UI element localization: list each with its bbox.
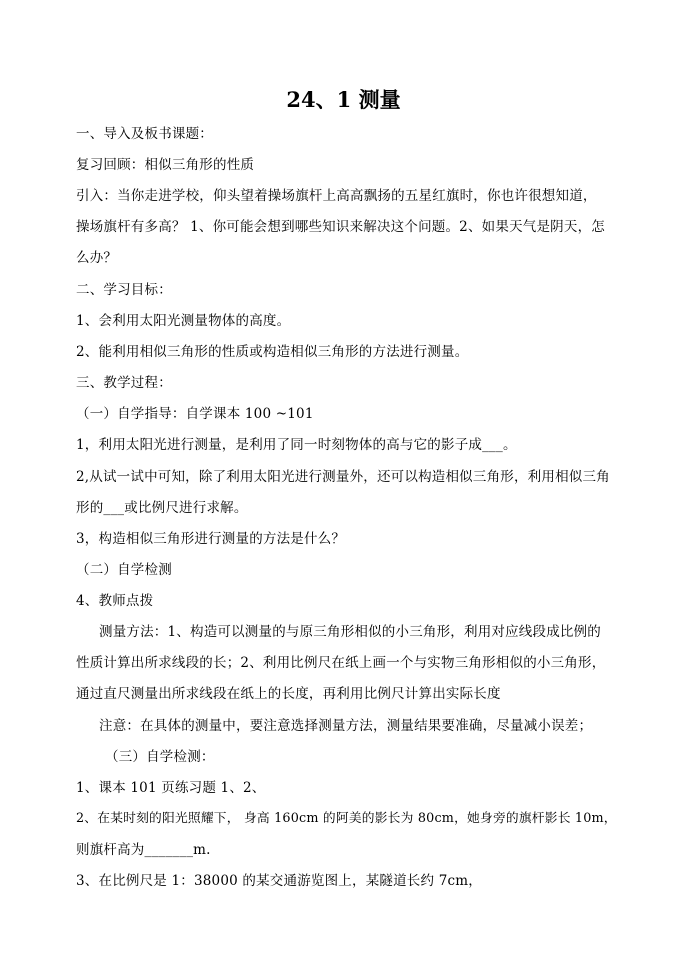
section-heading-goals: 二、学习目标： — [76, 282, 172, 298]
exercise-2-line-1: 2、在某时刻的阳光照耀下， 身高 160cm 的阿美的影长为 80cm，她身旁的旗杆影长 10m， — [76, 811, 617, 826]
question-2-line-2: 形的___或比例尺进行求解。 — [76, 500, 248, 516]
exercise-1: 1、课本 101 页练习题 1、2、 — [76, 780, 266, 796]
method-line-1: 测量方法：1、构造可以测量的与原三角形相似的小三角形，利用对应线段成比例的 — [99, 624, 601, 640]
subsection-self-check-3: （三）自学检测： — [105, 749, 215, 765]
question-1: 1，利用太阳光进行测量，是利用了同一时刻物体的高与它的影子成___。 — [76, 437, 517, 453]
teacher-guidance-heading: 4、教师点拨 — [76, 593, 154, 609]
paragraph-review: 复习回顾：相似三角形的性质 — [76, 157, 255, 173]
method-line-3: 通过直尺测量出所求线段在纸上的长度，再利用比例尺计算出实际长度 — [76, 686, 501, 702]
goal-item-1: 1、会利用太阳光测量物体的高度。 — [76, 313, 291, 329]
exercise-3: 3、在比例尺是 1：38000 的某交通游览图上，某隧道长约 7cm， — [76, 873, 482, 889]
question-2-line-1: 2,从试一试中可知，除了利用太阳光进行测量外，还可以构造相似三角形，利用相似三角 — [76, 469, 610, 485]
page-title: 24、1 测量 — [286, 87, 401, 112]
note-line: 注意：在具体的测量中，要注意选择测量方法，测量结果要准确，尽量减小误差； — [99, 718, 593, 734]
exercise-2-line-2: 则旗杆高为_______m. — [76, 842, 211, 858]
question-3: 3，构造相似三角形进行测量的方法是什么？ — [76, 531, 346, 547]
method-line-2: 性质计算出所求线段的长；2、利用比例尺在纸上画一个与实物三角形相似的小三角形， — [76, 655, 606, 671]
paragraph-intro-line-1: 引入：当你走进学校，仰头望着操场旗杆上高高飘扬的五星红旗时，你也许很想知道， — [76, 188, 597, 204]
subsection-self-study-guide: （一）自学指导：自学课本 100 ~101 — [76, 406, 314, 422]
paragraph-intro-line-2: 操场旗杆有多高？ 1、你可能会想到哪些知识来解决这个问题。2、如果天气是阴天，怎 — [76, 219, 605, 235]
section-heading-intro: 一、导入及板书课题： — [76, 126, 213, 142]
section-heading-process: 三、教学过程： — [76, 375, 172, 391]
paragraph-intro-line-3: 么办？ — [76, 250, 118, 266]
subsection-self-check: （二）自学检测 — [76, 562, 172, 578]
goal-item-2: 2、能利用相似三角形的性质或构造相似三角形的方法进行测量。 — [76, 344, 469, 360]
